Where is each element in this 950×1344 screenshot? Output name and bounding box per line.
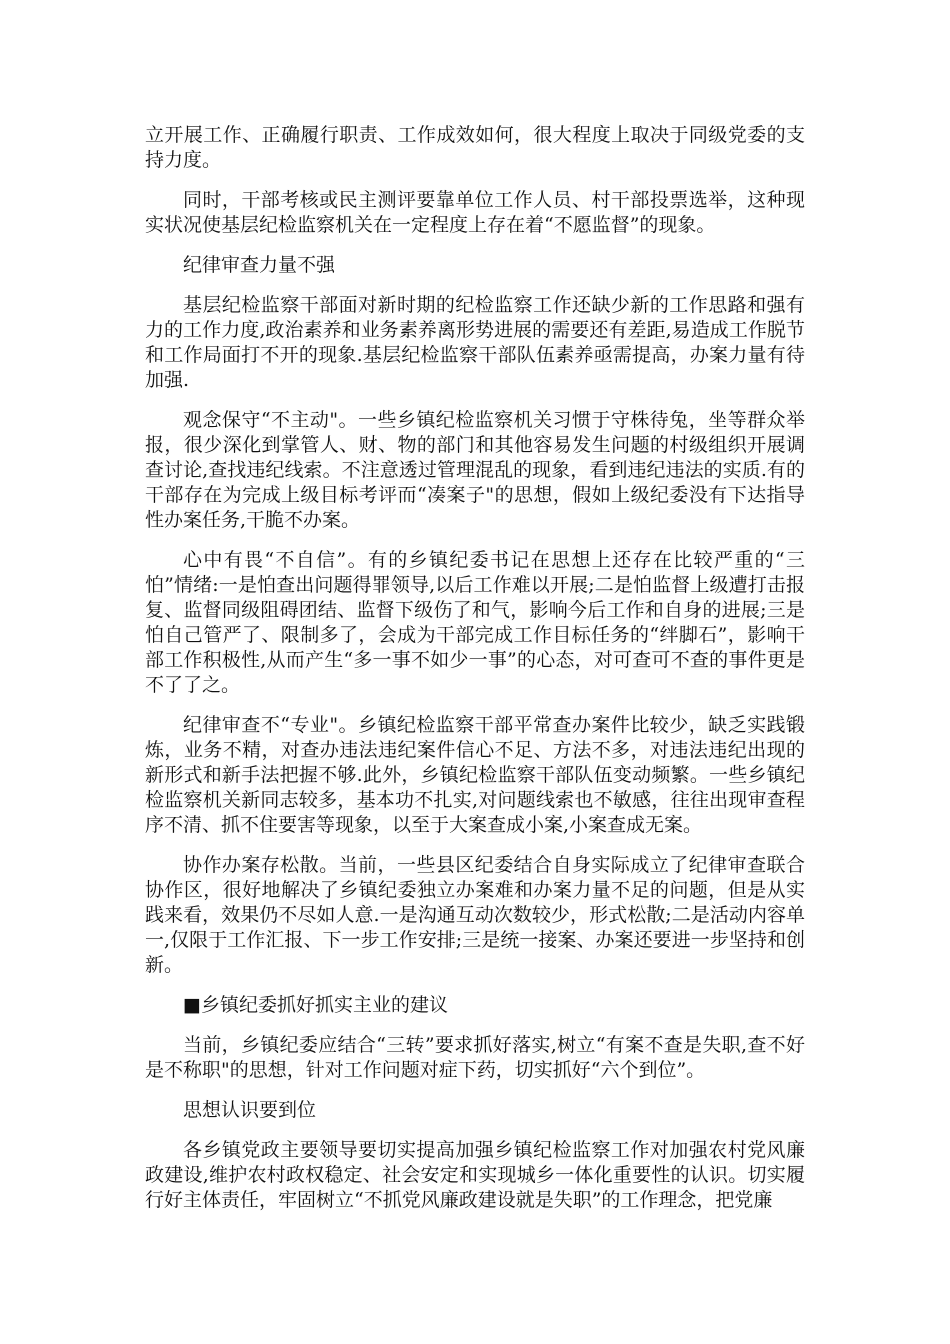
paragraph-three-transformations: 当前，乡镇纪委应结合“三转”要求抓好落实,树立“有案不查是失职,查不好是不称职"的思想，针对工作问题对症下药，切实抓好“六个到位”。	[145, 1034, 805, 1081]
paragraph-not-professional: 纪律审查不“专业"。乡镇纪检监察干部平常查办案件比较少，缺乏实践锻炼，业务不精，对查办违法违纪案件信心不足、方法不多，对违法违纪出现的新形式和新手法把握不够.此外，乡镇纪检监察干部队伍变动频繁。一些乡镇纪检监察机关新同志较多，基本功不扎实,对问题线索也不敏感，往往出现审查程序不清、抓不住要害等现象，以至于大案查成小案,小案查成无案。	[145, 714, 805, 836]
paragraph-continuation: 立开展工作、正确履行职责、工作成效如何，很大程度上取决于同级党委的支持力度。	[145, 124, 805, 171]
paragraph-cadre-quality: 基层纪检监察干部面对新时期的纪检监察工作还缺少新的工作思路和强有力的工作力度,政治素养和业务素养离形势进展的需要还有差距,易造成工作脱节和工作局面打不开的现象.基层纪检监察干部队伍素养亟需提高，办案力量有待加强.	[145, 294, 805, 391]
paragraph-lack-confidence: 心中有畏“不自信”。有的乡镇纪委书记在思想上还存在比较严重的“三怕”情绪:一是怕查出问题得罪领导,以后工作难以开展;二是怕监督上级遭打击报复、监督同级阻碍团结、监督下级伤了和气，影响今后工作和自身的进展;三是怕自己管严了、限制多了，会成为干部完成工作目标任务的“绊脚石”，影响干部工作积极性,从而产生“多一事不如少一事”的心态，对可查可不查的事件更是不了了之。	[145, 549, 805, 696]
paragraph-loose-cooperation: 协作办案存松散。当前，一些县区纪委结合自身实际成立了纪律审查联合协作区，很好地解决了乡镇纪委独立办案难和办案力量不足的问题，但是从实践来看，效果仍不尽如人意.一是沟通互动次数较少，形式松散;二是活动内容单一,仅限于工作汇报、下一步工作安排;三是统一接案、办案还要进一步坚持和创新。	[145, 854, 805, 976]
paragraph-conservative-concept: 观念保守“不主动"。一些乡镇纪检监察机关习惯于守株待兔，坐等群众举报，很少深化到掌管人、财、物的部门和其他容易发生问题的村级组织开展调查讨论,查找违纪线索。不注意透过管理混乱的现象，看到违纪违法的实质.有的干部存在为完成上级目标考评而“凑案子"的思想，假如上级纪委没有下达指导性办案任务,干脆不办案。	[145, 409, 805, 531]
section-heading-ideological-awareness: 思想认识要到位	[183, 1099, 317, 1121]
section-heading-review-strength: 纪律审查力量不强	[183, 254, 336, 276]
paragraph-leadership-responsibility: 各乡镇党政主要领导要切实提高加强乡镇纪检监察工作对加强农村党风廉政建设,维护农村政权稳定、社会安定和实现城乡一体化重要性的认识。切实履行好主体责任，牢固树立“不抓党风廉政建设就是失职”的工作理念，把党廉	[145, 1139, 805, 1211]
paragraph-democratic-evaluation: 同时，干部考核或民主测评要靠单位工作人员、村干部投票选举，这种现实状况使基层纪检监察机关在一定程度上存在着“不愿监督”的现象。	[145, 189, 805, 236]
section-heading-suggestions: ■乡镇纪委抓好抓实主业的建议	[183, 994, 448, 1016]
document-body	[145, 123, 805, 1228]
